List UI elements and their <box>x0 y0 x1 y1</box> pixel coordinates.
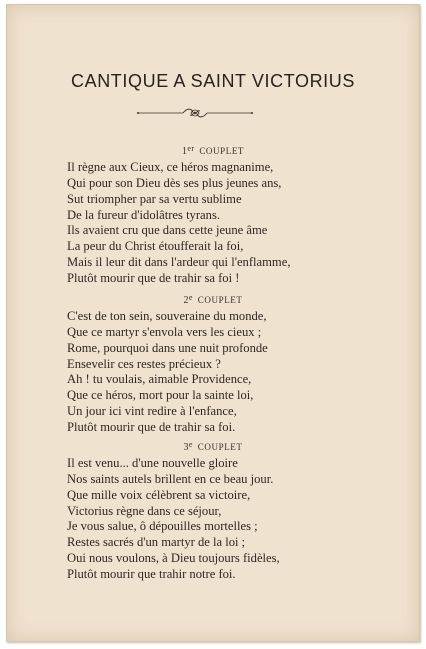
verse-line: De la fureur d'idolâtres tyrans. <box>67 207 220 222</box>
verse-line: C'est de ton sein, souveraine du monde, <box>67 309 267 323</box>
verse-line: Rome, pourquoi dans une nuit profonde <box>67 340 268 355</box>
scroll-ornament-icon <box>135 106 255 120</box>
couplet-3-number: 3 <box>183 442 189 453</box>
couplet-1-suffix: er <box>187 144 195 153</box>
couplet-1-stanza <box>67 160 290 287</box>
verse-line: Que ce martyr s'envola vers les cieux ; <box>67 324 262 339</box>
verse-line: Plutôt mourir que de trahir sa foi ! <box>67 270 240 285</box>
verse-line: Plutôt mourir que de trahir sa foi. <box>67 419 236 434</box>
page-sheet <box>6 4 420 642</box>
couplet-1-number: 1 <box>181 146 188 157</box>
couplet-3-label: COUPLET <box>197 442 243 452</box>
couplet-3-suffix: e <box>188 440 193 449</box>
page-title: CANTIQUE A SAINT VICTORIUS <box>71 71 355 91</box>
verse-line: Mais il leur dit dans l'ardeur qui l'enflamme, <box>67 255 291 270</box>
couplet-2-label: COUPLET <box>197 295 243 305</box>
verse-line: Un jour ici vint redire à l'enfance, <box>67 404 237 419</box>
couplet-1-label: COUPLET <box>199 146 245 156</box>
verse-line: Oui nous voulons, à Dieu toujours fidèles, <box>67 551 280 566</box>
verse-line: La peur du Christ étoufferait la foi, <box>67 239 244 254</box>
verse-line: Victorius règne dans ce séjour, <box>67 503 222 518</box>
couplet-2-heading <box>7 293 419 306</box>
couplet-2-stanza <box>67 309 268 436</box>
verse-line: Sut triompher par sa vertu sublime <box>67 191 242 206</box>
couplet-3-heading <box>7 440 419 453</box>
verse-line: Il règne aux Cieux, ce héros magnanime, <box>67 160 274 174</box>
verse-line: Il est venu... d'une nouvelle gloire <box>67 456 238 470</box>
verse-line: Je vous salue, ô dépouilles mortelles ; <box>67 519 258 534</box>
verse-line: Ah ! tu voulais, aimable Providence, <box>67 372 252 387</box>
verse-line: Restes sacrés d'un martyr de la loi ; <box>67 535 246 550</box>
verse-line: Ils avaient cru que dans cette jeune âme <box>67 223 268 238</box>
verse-line: Ensevelir ces restes précieux ? <box>67 356 221 371</box>
couplet-2-suffix: e <box>188 293 193 302</box>
couplet-1-heading <box>7 144 419 157</box>
couplet-2-number: 2 <box>183 295 189 306</box>
verse-line: Que ce héros, mort pour la sainte loi, <box>67 388 254 403</box>
verse-line: Plutôt mourir que trahir notre foi. <box>67 566 236 581</box>
verse-line: Qui pour son Dieu dès ses plus jeunes ans, <box>67 175 282 190</box>
verse-line: Nos saints autels brillent en ce beau jour. <box>67 471 274 486</box>
verse-line: Que mille voix célèbrent sa victoire, <box>67 487 251 502</box>
couplet-3-stanza <box>67 456 280 583</box>
